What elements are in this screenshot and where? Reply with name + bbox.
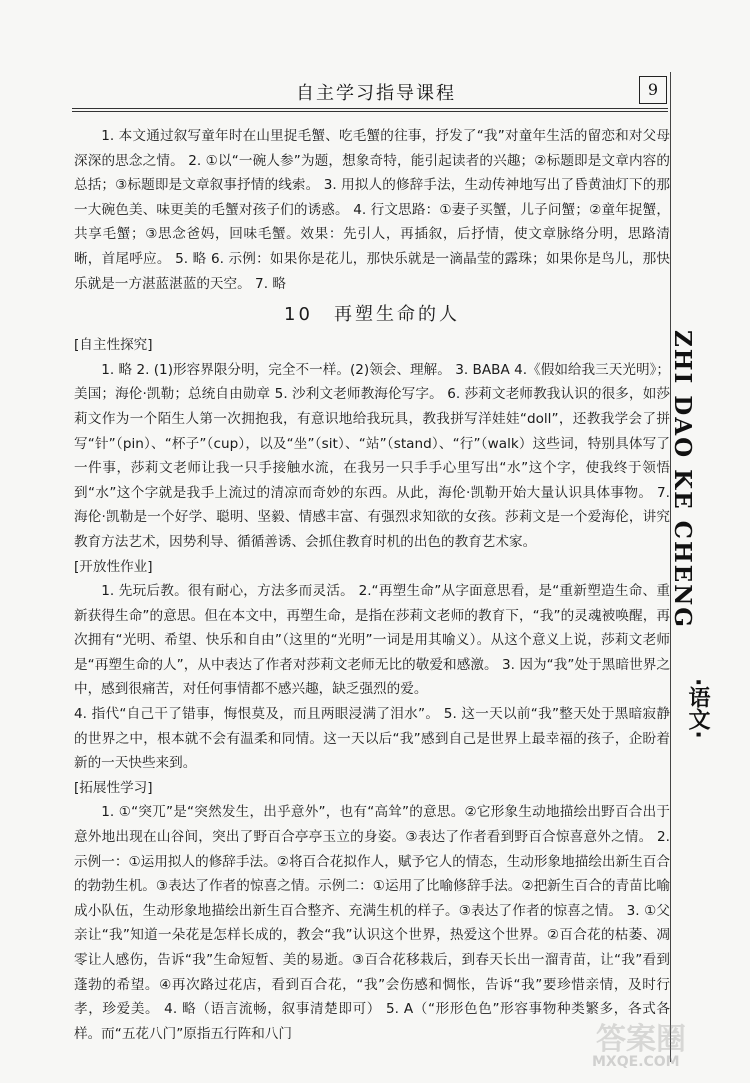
prev-section-answers: 1. 本文通过叙写童年时在山里捉毛蟹、吃毛蟹的往事，抒发了“我”对童年生活的留恋和对父母深深的思念之情。 2. ①以“一碗人参”为题，想象奇特，能引起读者的兴趣；②标题即是文章内容的总括；③标题即是文章叙事抒情的线索。 3. 用拟人的修辞手法，生动传神地写出了昏黄油灯下的那一大碗色美、味更美的毛蟹对孩子们的诱惑。 4. 行文思路：①妻子买蟹，儿子问蟹；②童年捉蟹，共享毛蟹；③思念爸妈，回味毛蟹。效果：先引人，再插叙，后抒情，使文章脉络分明，思路清晰，首尾呼应。 5. 略 6. 示例：如果你是花儿，那快乐就是一滴晶莹的露珠；如果你是鸟儿，那快乐就是一方湛蓝湛蓝的天空。 7. 略: [74, 128, 670, 292]
block-open: [74, 555, 670, 776]
block-text: 1. ①“突兀”是“突然发生，出乎意外”，也有“高耸”的意思。②它形象生动地描绘出野百合出于意外地出现在山谷间，突出了野百合亭亭玉立的身姿。③表达了作者看到野百合惊喜意外之情。 2. 示例一：①运用拟人的修辞手法。②将百合花拟作人，赋予它人的情态，生动形象地描绘出新生百合的勃勃生机。③表达了作者的惊喜之情。示例二：①运用了比喻修辞手法。②把新生百合的青苗比喻成小队伍，生动形象地描绘出新生百合整齐、充满生机的样子。③表达了作者的惊喜之情。 3. ①父亲让“我”知道一朵花是怎样长成的，教会“我”认识这个世界，热爱这个世界。②百合花的枯萎、凋零让人感伤，告诉“我”生命短暂、美的易逝。③百合花移栽后，到春天长出一溜青苗，让“我”看到蓬勃的希望。④再次路过花店，看到百合花，“我”会伤感和惆怅，告诉“我”要珍惜亲情，及时行孝，珍爱美。 4. 略（语言流畅，叙事清楚即可） 5. A（“形形色色”形容事物种类繁多，各式各样。而“五花八门”原指五行阵和八门: [74, 804, 670, 1042]
side-decoration: ·语文·: [685, 678, 710, 739]
block-label: [开放性作业]: [74, 558, 153, 575]
block-label: [自主性探究]: [74, 337, 153, 354]
block-text: 1. 略 2. (1)形容界限分明，完全不一样。(2)领会、理解。 3. BABA 4.《假如给我三天光明》；美国；海伦·凯勒；总统自由勋章 5. 沙利文老师教海伦写字。 6. 莎莉文老师教我认识的很多，如莎莉文作为一个陌生人第一次拥抱我，有意识地给我玩具，教我拼写洋娃娃“doll”，还教我学会了拼写“针”（pin）、“杯子”（cup），以及“坐”（sit）、“站”（stand）、“行”（walk）这些词，特别具体写了一件事，莎莉文老师让我一只手接触水流，在我另一只手手心里写出“水”这个字，使我终于领悟到“水”这个字就是我手上流过的清凉而奇妙的东西。从此，海伦·凯勒开始大量认识具体事物。 7. 海伦·凯勒是一个好学、聪明、坚毅、情感丰富、有强烈求知欲的女孩。莎莉文是一个爱海伦，讲究教育方法艺术，因势利导、循循善诱、会抓住教育时机的出色的教育艺术家。: [74, 361, 670, 550]
section-title: 10 再塑生命的人: [284, 304, 460, 326]
block-text: 1. 先玩后教。很有耐心，方法多而灵活。 2.“再塑生命”从字面意思看，是“重新塑造生命、重新获得生命”的意思。但在本文中，再塑生命，是指在莎莉文老师的教育下，“我”的灵魂被唤醒，再次拥有“光明、希望、快乐和自由”（这里的“光明”一词是用其喻义）。从这个意义上说，莎莉文老师是“再塑生命的人”，从中表达了作者对莎莉文老师无比的敬爱和感激。 3. 因为“我”处于黑暗世界之中，感到很痛苦，对任何事情都不感兴趣，缺乏强烈的爱。: [74, 583, 670, 698]
page-content: [74, 124, 670, 1046]
page-number: 9: [639, 76, 667, 104]
block-extended: [74, 776, 670, 1047]
watermark-logo: 答案圈: [596, 1022, 686, 1057]
header-rule-double: [72, 111, 668, 112]
block-autonomous: [74, 333, 670, 554]
block-text-continued: 4. 指代“自己干了错事，悔恨莫及，而且两眼浸满了泪水”。 5. 这一天以前“我”整天处于黑暗寂静的世界之中，根本就不会有温柔和同情。这一天以后“我”感到自己是世界上最幸福的孩子，企盼着新的一天快些来到。: [74, 706, 670, 772]
header-rule: [72, 108, 668, 109]
page-header-title: 自主学习指导课程: [296, 83, 456, 104]
side-title: ZHI DAO KE CHENG: [669, 330, 696, 629]
watermark-url: MXQE.COM: [592, 1054, 680, 1070]
block-label: [拓展性学习]: [74, 779, 153, 796]
